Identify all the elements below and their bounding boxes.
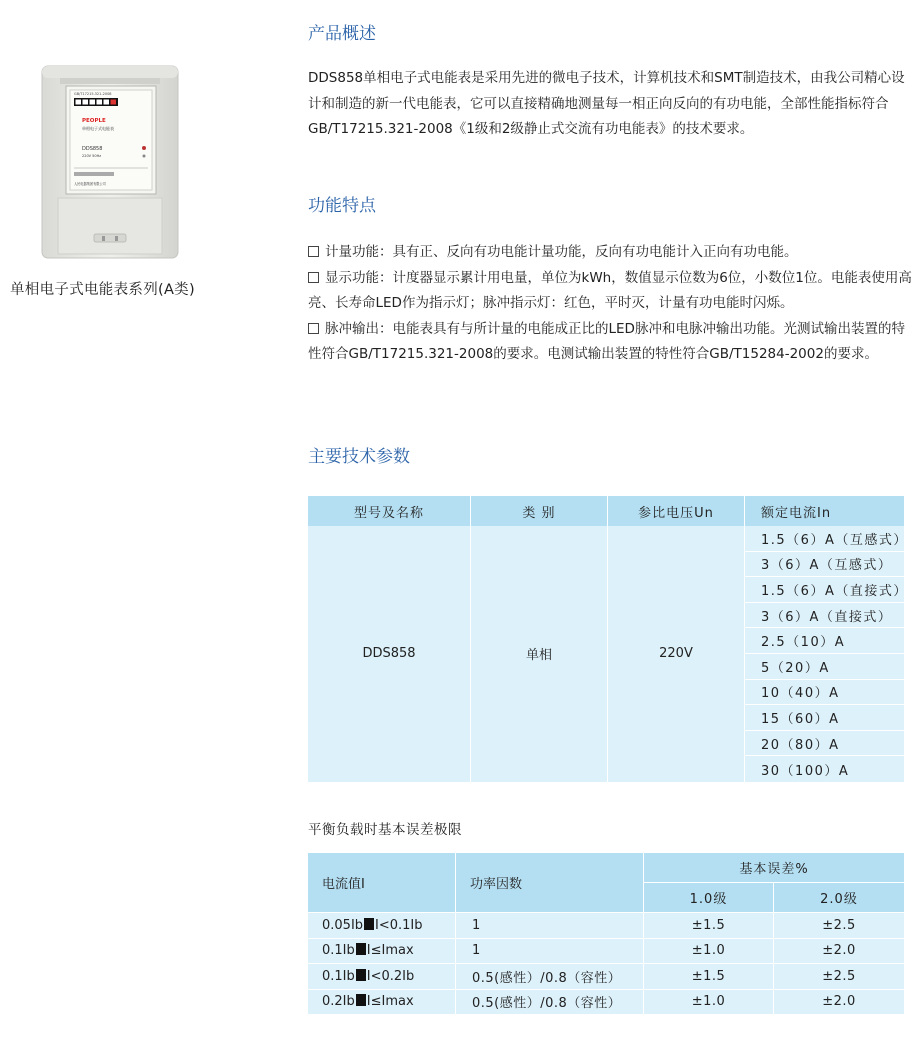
photo-model: DDS858 — [82, 146, 103, 152]
features-list — [308, 240, 914, 368]
feature-item-display — [308, 266, 914, 317]
feature-text: 脉冲输出：电能表具有与所计量的电能成正比的LED脉冲和电脉冲输出功能。光测试输出装置的特性符合GB/T17215.321-2008的要求。电测试输出装置的特性符合GB/T15284-2002的要求。 — [308, 320, 905, 362]
cell-current: 2.5（10）A — [745, 628, 904, 654]
cell-current: 30（100）A — [745, 756, 904, 782]
error-table-caption: 平衡负载时基本误差极限 — [308, 822, 462, 838]
cell-error-class-2: ±2.5 — [774, 964, 904, 990]
table-row — [308, 913, 904, 939]
cell-error-class-1: ±1.5 — [644, 964, 774, 990]
error-table — [308, 853, 904, 1015]
cell-error-class-2: ±2.0 — [774, 939, 904, 965]
photo-brand: PEOPLE — [82, 118, 106, 124]
cell-power-factor: 0.5(感性）/0.8（容性） — [456, 964, 644, 990]
range-end: I<0.1Ib — [375, 917, 423, 933]
cell-current: 15（60）A — [745, 705, 904, 731]
block-glyph-icon — [364, 918, 374, 930]
header-class-2: 2.0级 — [774, 883, 904, 913]
range-start: 0.1Ib — [322, 943, 355, 959]
photo-standard: GB/T17215.321-2008 — [74, 92, 112, 96]
cell-current-range — [308, 913, 456, 939]
block-glyph-icon — [356, 969, 366, 981]
cell-error-class-1: ±1.0 — [644, 990, 774, 1016]
cell-current: 10（40）A — [745, 680, 904, 706]
cell-current: 1.5（6）A（直接式） — [745, 577, 904, 603]
feature-item-metering — [308, 240, 914, 266]
cell-voltage: 220V — [608, 526, 745, 782]
table-row — [308, 939, 904, 965]
range-end: I<0.2Ib — [366, 968, 415, 984]
header-power-factor: 功率因数 — [456, 853, 644, 913]
photo-label: 单相电子式电能表 — [82, 126, 114, 131]
header-voltage: 参比电压Un — [608, 496, 745, 526]
cell-model: DDS858 — [308, 526, 471, 782]
cell-power-factor: 1 — [456, 913, 644, 939]
table-row — [308, 990, 904, 1016]
checkbox-icon — [308, 323, 319, 334]
range-start: 0.1Ib — [322, 968, 355, 984]
feature-text: 计量功能：具有正、反向有功电能计量功能，反向有功电能计入正向有功电能。 — [325, 244, 798, 260]
cell-category: 单相 — [471, 526, 608, 782]
cell-current: 20（80）A — [745, 731, 904, 757]
cell-error-class-1: ±1.0 — [644, 939, 774, 965]
header-model: 型号及名称 — [308, 496, 471, 526]
section-title-features: 功能特点 — [308, 196, 376, 216]
header-class-1: 1.0级 — [644, 883, 774, 913]
cell-current-range — [308, 990, 456, 1016]
feature-text: 显示功能：计度器显示累计用电量，单位为kWh，数值显示位数为6位，小数位1位。电能表使用高亮、长寿命LED作为指示灯；脉冲指示灯：红色，平时灭，计量有功电能时闪烁。 — [308, 269, 912, 311]
feature-item-pulse — [308, 317, 914, 368]
range-end: I≤Imax — [366, 994, 414, 1010]
cell-current-range — [308, 964, 456, 990]
range-start: 0.2Ib — [322, 994, 355, 1010]
spec-table — [308, 496, 908, 782]
cell-current: 3（6）A（直接式） — [745, 603, 904, 629]
cell-error-class-2: ±2.5 — [774, 913, 904, 939]
product-photo — [40, 64, 180, 260]
photo-ratings: 220V 50Hz — [82, 154, 102, 158]
section-title-params: 主要技术参数 — [308, 447, 410, 467]
cell-power-factor: 0.5(感性）/0.8（容性） — [456, 990, 644, 1016]
product-name: 单相电子式电能表系列(A类) — [10, 282, 195, 298]
checkbox-icon — [308, 272, 319, 283]
table-row — [308, 526, 904, 552]
photo-maker: 人民电器集团有限公司 — [74, 182, 106, 186]
block-glyph-icon — [356, 943, 366, 955]
cell-current: 5（20）A — [745, 654, 904, 680]
cell-error-class-2: ±2.0 — [774, 990, 904, 1016]
checkbox-icon — [308, 246, 319, 257]
table-row — [308, 964, 904, 990]
header-basic-error: 基本误差% — [644, 853, 904, 883]
header-current-value: 电流值I — [308, 853, 456, 913]
cell-current: 1.5（6）A（互感式） — [745, 526, 904, 552]
section-title-overview: 产品概述 — [308, 24, 376, 44]
overview-text: DDS858单相电子式电能表是采用先进的微电子技术，计算机技术和SMT制造技术，由我公司精心设计和制造的新一代电能表，它可以直接精确地测量每一相正向反向的有功电能，全部性能指标符合GB/T17215.321-2008《1级和2级静止式交流有功电能表》的技术要求。 — [308, 70, 905, 137]
range-end: I≤Imax — [366, 943, 414, 959]
header-category: 类 别 — [471, 496, 608, 526]
cell-power-factor: 1 — [456, 939, 644, 965]
error-table-header — [308, 853, 904, 883]
cell-current: 3（6）A（互感式） — [745, 552, 904, 578]
cell-current-range — [308, 939, 456, 965]
header-current: 额定电流In — [745, 496, 904, 526]
range-start: 0.05Ib — [322, 917, 364, 933]
cell-error-class-1: ±1.5 — [644, 913, 774, 939]
block-glyph-icon — [356, 994, 366, 1006]
spec-table-header — [308, 496, 904, 526]
